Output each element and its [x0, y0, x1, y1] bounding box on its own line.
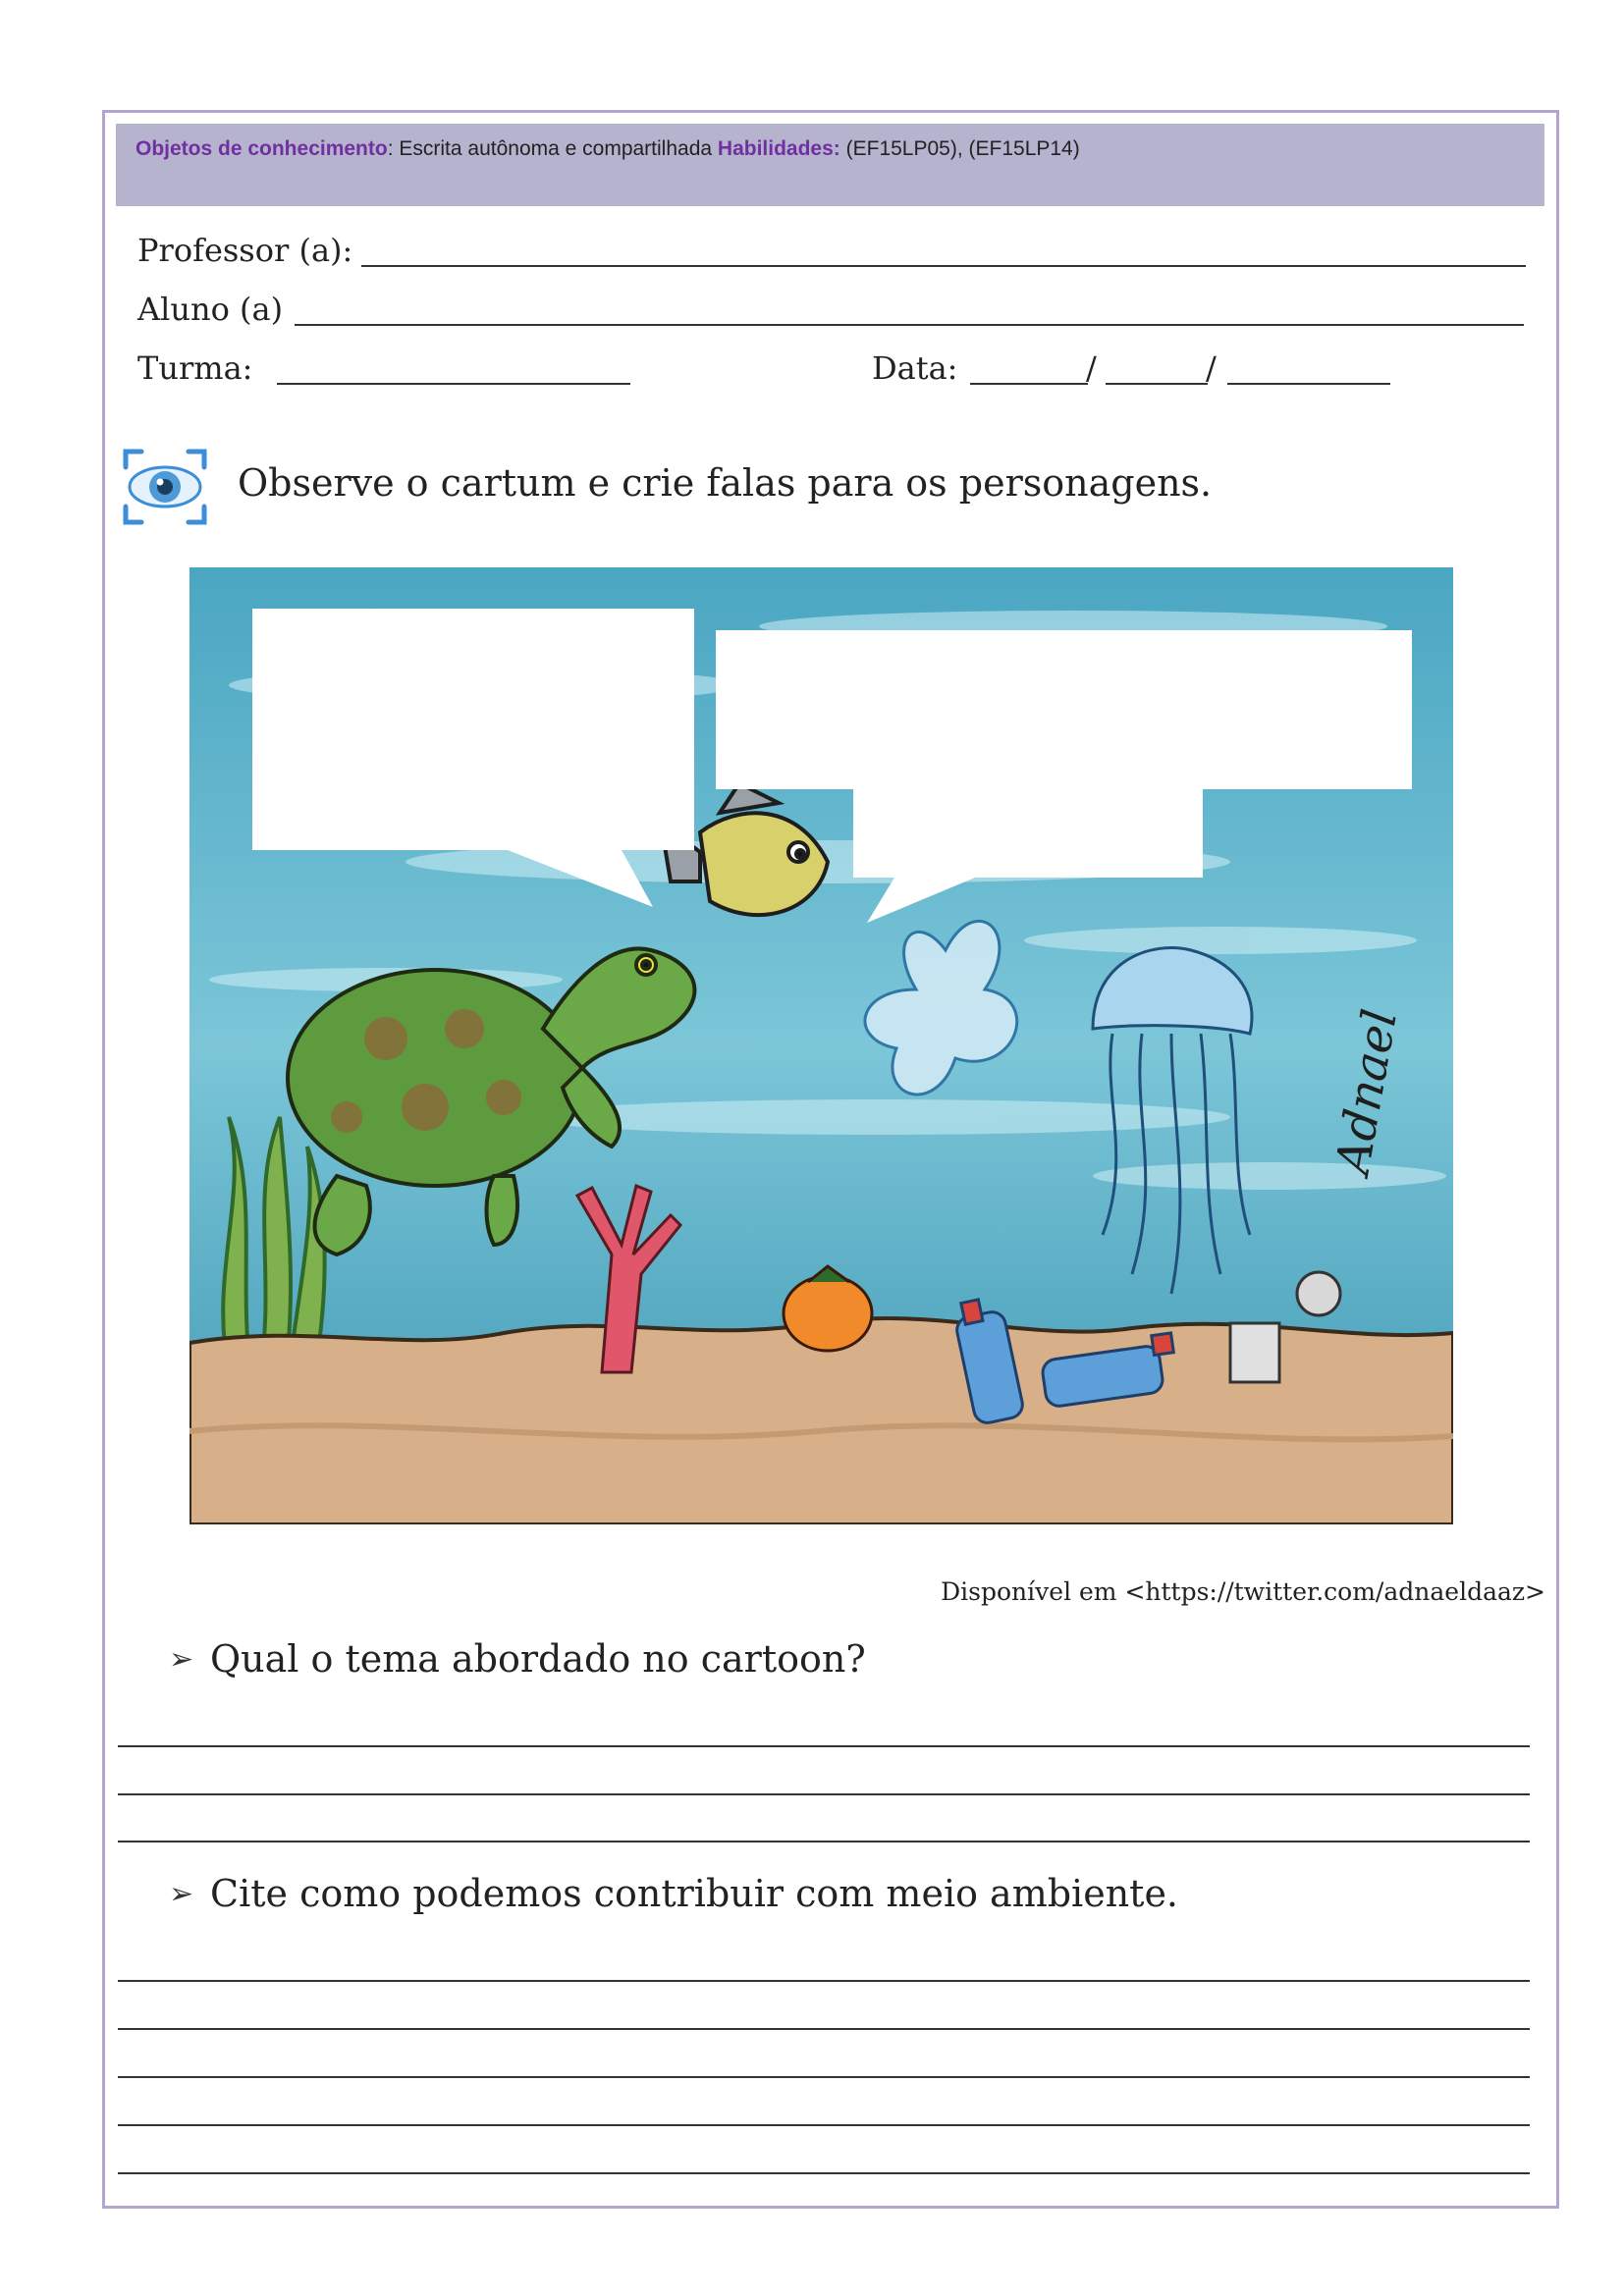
- question-2: [169, 1872, 1178, 1915]
- source-citation: Disponível em <https://twitter.com/adnaeldaaz>: [941, 1577, 1545, 1606]
- question-text: Cite como podemos contribuir com meio ambiente.: [210, 1872, 1179, 1915]
- arrow-bullet-icon: ➢: [169, 1642, 194, 1677]
- header-band: [116, 124, 1544, 206]
- date-slash: /: [1206, 349, 1217, 387]
- date-slash: /: [1086, 349, 1097, 387]
- skills-value: (EF15LP05), (EF15LP14): [839, 137, 1080, 160]
- turma-field[interactable]: [277, 383, 630, 385]
- answer-line[interactable]: [118, 1980, 1530, 1982]
- aluno-field[interactable]: [295, 324, 1524, 326]
- question-text: Qual o tema abordado no cartoon?: [210, 1637, 866, 1681]
- turma-label: Turma:: [137, 349, 253, 387]
- skills-label: Habilidades:: [717, 137, 840, 160]
- date-year-field[interactable]: [1227, 383, 1390, 385]
- answer-line[interactable]: [118, 1745, 1530, 1747]
- date-month-field[interactable]: [1106, 383, 1208, 385]
- arrow-bullet-icon: ➢: [169, 1877, 194, 1911]
- answer-line[interactable]: [118, 2172, 1530, 2174]
- instruction-text: Observe o cartum e crie falas para os personagens.: [238, 461, 1213, 505]
- answer-line[interactable]: [118, 2076, 1530, 2078]
- eye-icon: [120, 444, 210, 530]
- answer-line[interactable]: [118, 2028, 1530, 2030]
- answer-line[interactable]: [118, 1793, 1530, 1795]
- professor-field[interactable]: [361, 265, 1526, 267]
- cartoon-image: [189, 567, 1453, 1524]
- professor-label: Professor (a):: [137, 232, 353, 269]
- objects-value: : Escrita autônoma e compartilhada: [387, 137, 718, 160]
- answer-line[interactable]: [118, 2124, 1530, 2126]
- objects-label: Objetos de conhecimento: [135, 137, 388, 160]
- aluno-label: Aluno (a): [137, 291, 284, 328]
- date-day-field[interactable]: [970, 383, 1088, 385]
- cartoon-signature: Adnael: [1325, 1005, 1409, 1179]
- header-line: [135, 137, 1080, 161]
- data-label: Data:: [872, 349, 958, 387]
- answer-line[interactable]: [118, 1841, 1530, 1842]
- question-1: [169, 1637, 866, 1681]
